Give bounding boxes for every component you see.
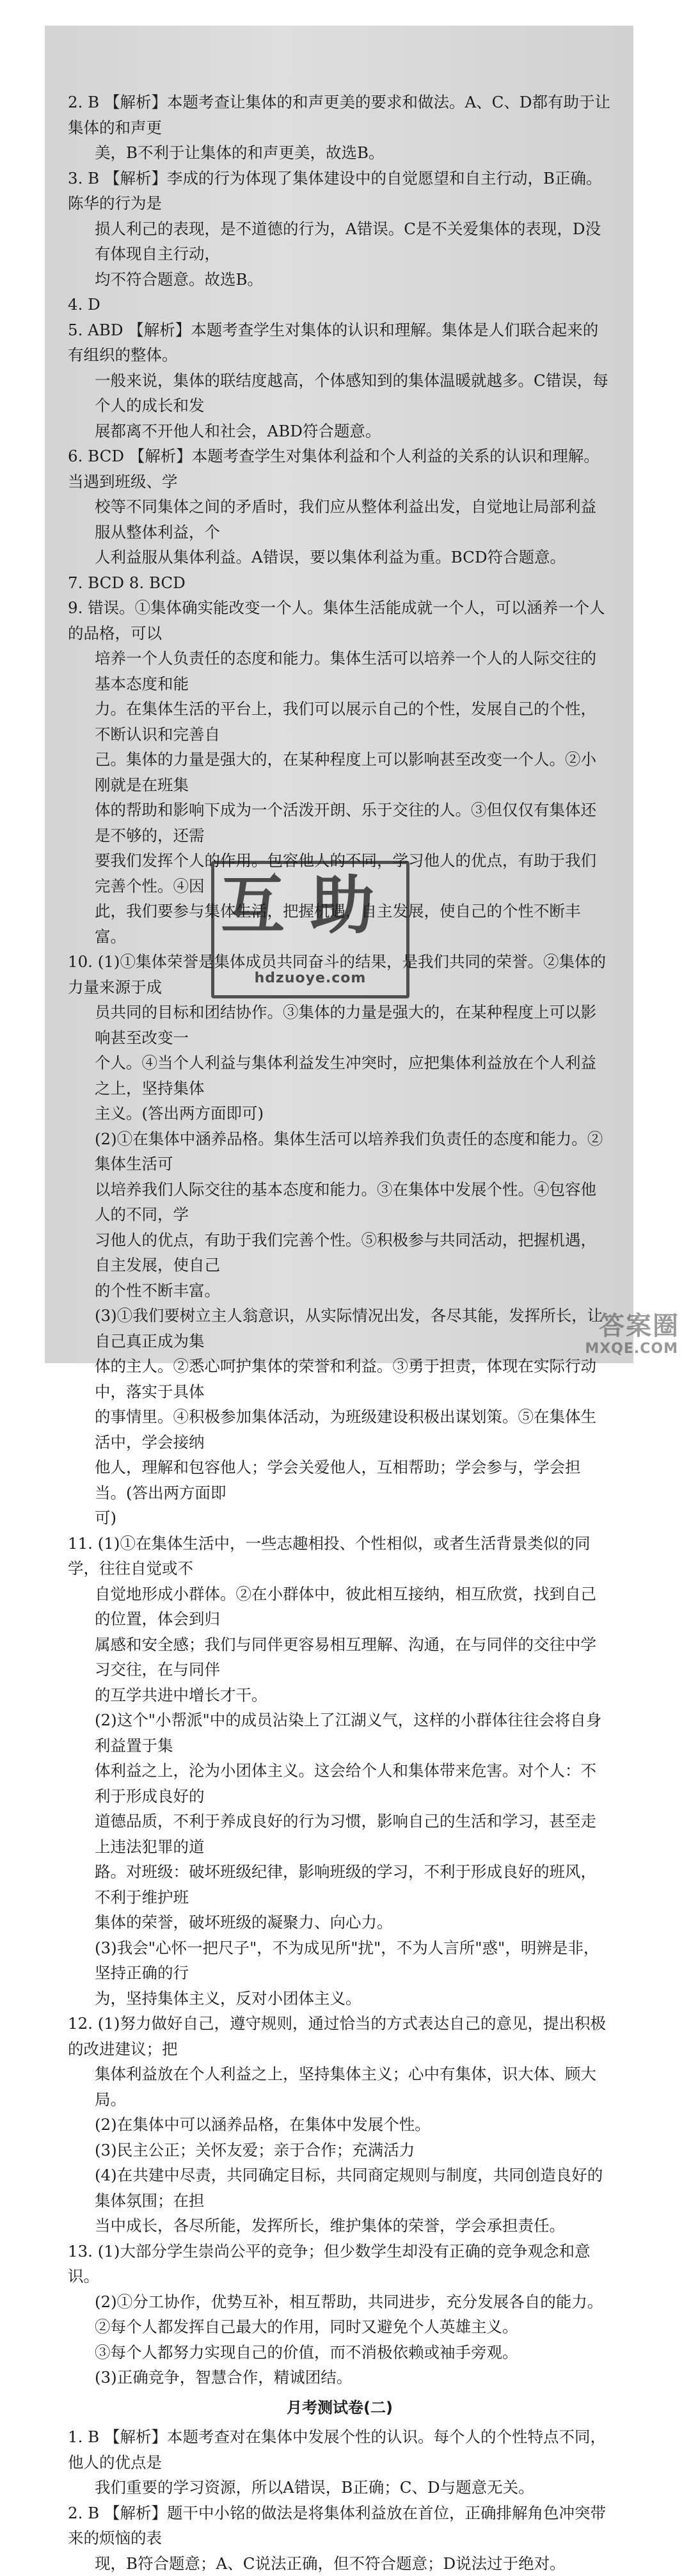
text-line: ③每个人都努力实现自己的价值，而不消极依赖或袖手旁观。 — [68, 2340, 612, 2365]
text-line: 3. B 【解析】李成的行为体现了集体建设中的自觉愿望和自主行动，B正确。陈华的行为是 — [68, 166, 612, 216]
corner-watermark — [573, 1306, 682, 1357]
text-line: 6. BCD 【解析】本题考查学生对集体利益和个人利益的关系的认识和理解。当遇到班级、学 — [68, 444, 612, 494]
text-line: 为，坚持集体主义，反对小团体主义。 — [68, 1986, 612, 2012]
text-line: 自觉地形成小群体。②在小群体中，彼此相互接纳，相互欣赏，找到自己的位置，体会到归 — [68, 1581, 612, 1632]
text-line: 体的帮助和影响下成为一个活泼开朗、乐于交往的人。③但仅仅有集体还是不够的，还需 — [68, 797, 612, 848]
text-line: 要我们发挥个人的作用。包容他人的不同，学习他人的优点，有助于我们完善个性。④因 — [68, 848, 612, 899]
text-line: 员共同的目标和团结协作。③集体的力量是强大的，在某种程度上可以影响甚至改变一 — [68, 1000, 612, 1050]
text-line: 己。集体的力量是强大的，在某种程度上可以影响甚至改变一个人。②小刚就是在班集 — [68, 747, 612, 797]
text-line: 习他人的优点，有助于我们完善个性。⑤积极参与共同活动，把握机遇，自主发展，使自己 — [68, 1228, 612, 1278]
answer-text — [68, 90, 612, 2576]
text-line: ②每个人都发挥自己最大的作用，同时又避免个人英雄主义。 — [68, 2314, 612, 2340]
text-line: 2. B 【解析】题干中小铭的做法是将集体利益放在首位，正确排解角色冲突带来的烦恼的表 — [68, 2500, 612, 2551]
text-line: 他人，理解和包容他人；学会关爱他人，互相帮助；学会参与，学会担当。(答出两方面即 — [68, 1455, 612, 1505]
text-line: (2)在集体中可以涵养品格，在集体中发展个性。 — [68, 2112, 612, 2138]
text-line: 11. (1)①在集体生活中，一些志趣相投、个性相似，或者生活背景类似的同学，往往自觉或不 — [68, 1531, 612, 1581]
watermark-title: 答案圈 — [599, 1306, 679, 1342]
stamp-url: hdzuoye.com — [214, 970, 406, 986]
text-line: 9. 错误。①集体确实能改变一个人。集体生活能成就一个人，可以涵养一个人的品格，可以 — [68, 595, 612, 646]
text-line: 集体利益放在个人利益之上，坚持集体主义；心中有集体，识大体、顾大局。 — [68, 2061, 612, 2112]
text-line: 力。在集体生活的平台上，我们可以展示自己的个性，发展自己的个性，不断认识和完善自 — [68, 696, 612, 747]
stamp-seal — [211, 861, 409, 998]
text-line: 均不符合题意。故选B。 — [68, 267, 612, 292]
text-line: (3)①我们要树立主人翁意识，从实际情况出发，各尽其能，发挥所长，让自己真正成为集 — [68, 1303, 612, 1354]
watermark-url: MXQE.COM — [585, 1341, 678, 1357]
text-line: 损人利己的表现，是不道德的行为，A错误。C是不关爱集体的表现，D没有体现自主行动， — [68, 216, 612, 267]
text-line: 的个性不断丰富。 — [68, 1278, 612, 1304]
text-line: 2. B 【解析】本题考查让集体的和声更美的要求和做法。A、C、D都有助于让集体的和声更 — [68, 90, 612, 140]
text-line: 以培养我们人际交往的基本态度和能力。③在集体中发展个性。④包容他人的不同，学 — [68, 1177, 612, 1228]
text-line: 路。对班级：破坏班级纪律，影响班级的学习，不利于形成良好的班风，不利于维护班 — [68, 1859, 612, 1910]
text-line: 现，B符合题意；A、C说法正确，但不符合题意；D说法过于绝对。 — [68, 2551, 612, 2576]
stamp-char: 互 — [221, 870, 285, 941]
text-line: 集体的荣誉，破坏班级的凝聚力、向心力。 — [68, 1910, 612, 1935]
text-line: (2)①在集体中涵养品格。集体生活可以培养我们负责任的态度和能力。②集体生活可 — [68, 1126, 612, 1177]
text-line: 13. (1)大部分学生崇尚公平的竞争；但少数学生却没有正确的竞争观念和意识。 — [68, 2239, 612, 2289]
text-line: 体的主人。②悉心呵护集体的荣誉和利益。③勇于担责，体现在实际行动中，落实于具体 — [68, 1354, 612, 1404]
text-line: 12. (1)努力做好自己，遵守规则，通过恰当的方式表达自己的意见，提出积极的改进建议；把 — [68, 2011, 612, 2061]
text-line: 一般来说，集体的联结度越高，个体感知到的集体温暖就越多。C错误，每个人的成长和发 — [68, 368, 612, 419]
text-line: (3)民主公正；关怀友爱；亲于合作；充满活力 — [68, 2138, 612, 2163]
section-heading: 月考测试卷(二) — [68, 2396, 612, 2421]
text-line: 人利益服从集体利益。A错误，要以集体利益为重。BCD符合题意。 — [68, 545, 612, 570]
text-line: 4. D — [68, 292, 612, 317]
text-line: 10. (1)①集体荣誉是集体成员共同奋斗的结果，是我们共同的荣誉。②集体的力量来源于成 — [68, 949, 612, 1000]
text-line: 此，我们要参与集体生活，把握机遇，自主发展，使自己的个性不断丰富。 — [68, 899, 612, 949]
text-line: 当中成长，各尽所能，发挥所长，维护集体的荣誉，学会承担责任。 — [68, 2213, 612, 2239]
text-line: 道德品质，不利于养成良好的行为习惯，影响自己的生活和学习，甚至走上违法犯罪的道 — [68, 1809, 612, 1859]
text-line: 主义。(答出两方面即可) — [68, 1101, 612, 1126]
text-line: 的事情里。④积极参加集体活动，为班级建设积极出谋划策。⑤在集体生活中，学会接纳 — [68, 1404, 612, 1455]
text-line: (3)正确竞争，智慧合作，精诚团结。 — [68, 2365, 612, 2390]
text-line: (2)①分工协作，优势互补，相互帮助，共同进步，充分发展各自的能力。 — [68, 2289, 612, 2315]
text-line: (4)在共建中尽责，共同确定目标，共同商定规则与制度，共同创造良好的集体氛围；在担 — [68, 2163, 612, 2213]
text-line: 7. BCD 8. BCD — [68, 570, 612, 596]
text-line: 培养一个人负责任的态度和能力。集体生活可以培养一个人的人际交往的基本态度和能 — [68, 646, 612, 696]
text-line: (3)我会"心怀一把尺子"，不为成见所"扰"，不为人言所"惑"，明辨是非，坚持正确的行 — [68, 1935, 612, 1986]
text-line: 个人。④当个人利益与集体利益发生冲突时，应把集体利益放在个人利益之上，坚持集体 — [68, 1050, 612, 1101]
text-line: 展都离不开他人和社会，ABD符合题意。 — [68, 419, 612, 444]
text-line: 5. ABD 【解析】本题考查学生对集体的认识和理解。集体是人们联合起来的有组织的整体。 — [68, 317, 612, 368]
stamp-char: 助 — [310, 870, 374, 941]
text-line: 属感和安全感；我们与同伴更容易相互理解、沟通，在与同伴的交往中学习交往，在与同伴 — [68, 1632, 612, 1683]
text-line: 美，B不利于让集体的和声更美，故选B。 — [68, 140, 612, 166]
text-line: 体利益之上，沦为小团体主义。这会给个人和集体带来危害。对个人：不利于形成良好的 — [68, 1758, 612, 1809]
text-line: 校等不同集体之间的矛盾时，我们应从整体利益出发，自觉地让局部利益服从整体利益，个 — [68, 494, 612, 545]
text-line: 的互学共进中增长才干。 — [68, 1683, 612, 1708]
text-line: 我们重要的学习资源，所以A错误，B正确；C、D与题意无关。 — [68, 2475, 612, 2500]
text-line: 可) — [68, 1505, 612, 1531]
text-line: (2)这个"小帮派"中的成员沾染上了江湖义气，这样的小群体往往会将自身利益置于集 — [68, 1708, 612, 1758]
text-line: 1. B 【解析】本题考查对在集体中发展个性的认识。每个人的个性特点不同，他人的优点是 — [68, 2424, 612, 2475]
